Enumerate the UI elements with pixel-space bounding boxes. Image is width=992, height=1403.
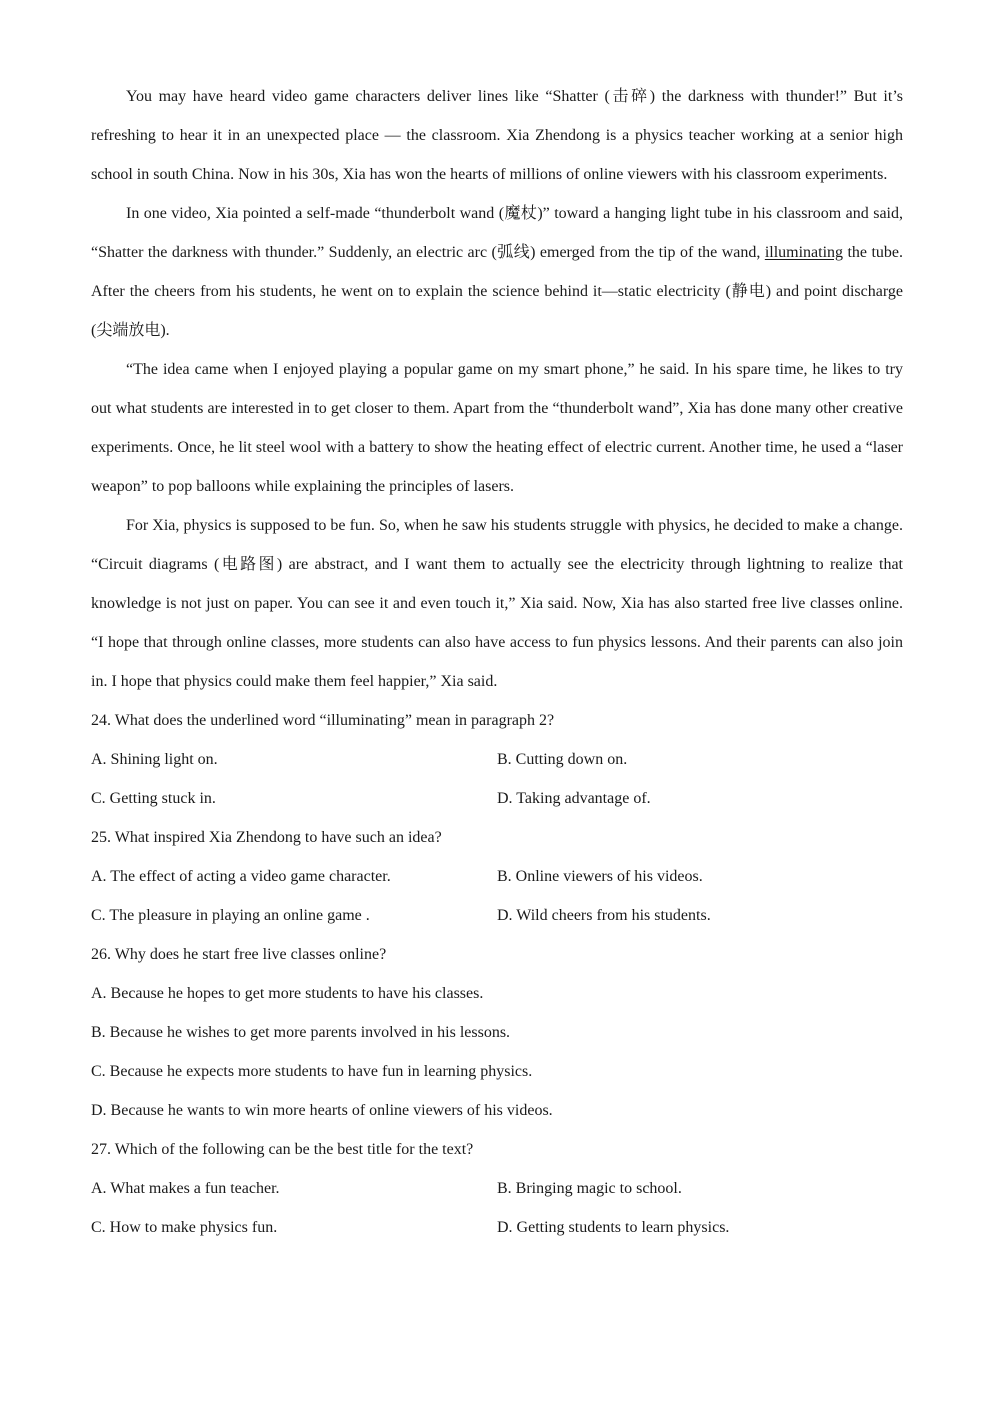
question-25-options-row-1 [91,857,903,896]
passage-paragraph-1: You may have heard video game characters deliver lines like “Shatter (击碎) the darkness with thunder!” But it’s refreshing to hear it in an unexpected place — the classroom. Xia Zhendong is a physics teacher working at a senior high school in south China. Now in his 30s, Xia has won the hearts of millions of online viewers with his classroom experiments. [91,88,903,183]
question-24-option-d: D. Taking advantage of. [497,790,651,807]
question-25-option-b: B. Online viewers of his videos. [497,868,703,885]
passage-paragraph-2 [91,194,903,350]
question-27-stem: 27. Which of the following can be the best title for the text? [91,1141,474,1158]
question-27-option-b: B. Bringing magic to school. [497,1180,682,1197]
question-27-options-row-1 [91,1169,903,1208]
question-27-options-row-2 [91,1208,903,1247]
question-25-option-c: C. The pleasure in playing an online game . [91,907,370,924]
question-25-option-d: D. Wild cheers from his students. [497,907,711,924]
passage-paragraph-3: “The idea came when I enjoyed playing a popular game on my smart phone,” he said. In his spare time, he likes to try out what students are interested in to get closer to them. Apart from the “thunderbolt wand”, Xia has done many other creative experiments. Once, he lit steel wool with a battery to show the heating effect of electric current. Another time, he used a “laser weapon” to pop balloons while explaining the principles of lasers. [91,361,903,495]
question-26-option-b: B. Because he wishes to get more parents involved in his lessons. [91,1024,511,1041]
question-26-stem: 26. Why does he start free live classes online? [91,946,387,963]
question-25-stem: 25. What inspired Xia Zhendong to have such an idea? [91,829,442,846]
document-page [91,77,903,1247]
passage-paragraph-4: For Xia, physics is supposed to be fun. So, when he saw his students struggle with physics, he decided to make a change. “Circuit diagrams (电路图) are abstract, and I want them to actually see the electricity through lightning to realize that knowledge is not just on paper. You can see it and even touch it,” Xia said. Now, Xia has also started free live classes online. “I hope that through online classes, more students can also have access to fun physics lessons. And their parents can also join in. I hope that physics could make them feel happier,” Xia said. [91,517,903,690]
paragraph-2-text-before: In one video, Xia pointed a self-made “thunderbolt wand (魔杖)” toward a hanging light tube in his classroom and said, “Shatter the darkness with thunder.” Suddenly, an electric arc (弧线) emerged from the tip of the wand, [91,205,903,261]
underlined-word: illuminating [764,244,844,261]
question-26-option-a: A. Because he hopes to get more students to have his classes. [91,985,484,1002]
question-27-option-a: A. What makes a fun teacher. [91,1180,280,1197]
paragraph-2-text-after: the tube. After the cheers from his students, he went on to explain the science behind it—static electricity (静电) and point discharge (尖端放电). [91,244,903,339]
question-27-option-c: C. How to make physics fun. [91,1219,278,1236]
question-24-options-row-1 [91,740,903,779]
question-24-stem: 24. What does the underlined word “illuminating” mean in paragraph 2? [91,712,555,729]
question-24-option-a: A. Shining light on. [91,751,218,768]
question-24-options-row-2 [91,779,903,818]
question-26-option-d: D. Because he wants to win more hearts of online viewers of his videos. [91,1102,553,1119]
question-26-option-c: C. Because he expects more students to have fun in learning physics. [91,1063,533,1080]
question-24-option-b: B. Cutting down on. [497,751,628,768]
question-27-option-d: D. Getting students to learn physics. [497,1219,730,1236]
question-25-options-row-2 [91,896,903,935]
question-25-option-a: A. The effect of acting a video game character. [91,868,391,885]
question-24-option-c: C. Getting stuck in. [91,790,216,807]
